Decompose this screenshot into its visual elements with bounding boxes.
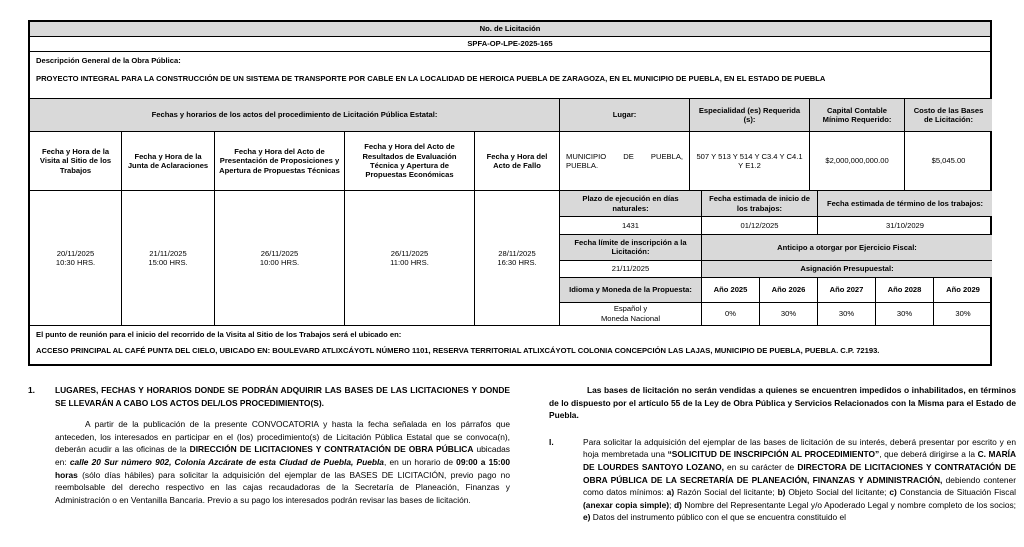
evento-resultados [345, 191, 475, 325]
header-band-table [30, 99, 992, 191]
texto: en su carácter de [723, 462, 798, 473]
eventos-table [30, 191, 560, 325]
no-licitacion-header: No. de Licitación [30, 22, 990, 37]
reunion-cell [30, 326, 990, 364]
especialidad-valor: 507 Y 513 Y 514 Y C3.4 Y C4.1 Y E1.2 [690, 132, 810, 191]
anio-pct: 0% [702, 303, 760, 325]
capital-valor: $2,000,000,000.00 [810, 132, 905, 191]
evento-hora: 15:00 HRS. [148, 258, 188, 267]
costo-valor: $5,045.00 [905, 132, 992, 191]
texto: Objeto Social del licitante; [785, 487, 890, 498]
numeral-romano-I: I. [549, 436, 554, 447]
evento-fecha: 21/11/2025 [149, 248, 187, 258]
texto-inciso: e) [583, 512, 591, 523]
evento-fecha: 20/11/2025 [56, 248, 95, 258]
texto: , en un horario de [383, 457, 457, 468]
evento-presentacion [215, 191, 345, 325]
anio-header: Año 2025 [702, 278, 760, 302]
texto-solicitud: “SOLICITUD DE INSCRIPCIÓN AL PROCEDIMIENTO” [667, 449, 880, 460]
anio-header: Año 2029 [934, 278, 992, 302]
evento-fecha: 26/11/2025 [260, 248, 299, 258]
texto-anexar: (anexar copia simple) [583, 499, 670, 510]
evento-fecha: 28/11/2025 [498, 248, 536, 258]
plazo-valor: 1431 [560, 217, 702, 234]
evento-fallo [475, 191, 560, 325]
fechas-actos-header: Fechas y horarios de los actos del procedimiento de Licitación Pública Estatal: [30, 99, 560, 132]
plazo-header: Plazo de ejecución en días naturales: [560, 191, 702, 217]
numeral-1: 1. [28, 385, 35, 395]
termino-valor: 31/10/2029 [818, 217, 992, 234]
evento-fecha: 26/11/2025 [390, 248, 429, 258]
texto: Datos del instrumento público con el que se encuentra constituido el [590, 512, 847, 523]
anio-pct: 30% [876, 303, 934, 325]
plazos-table [560, 191, 992, 325]
texto: Constancia de Situación Fiscal [896, 487, 1016, 498]
especialidad-header: Especialidad (es) Requerida (s): [690, 99, 810, 132]
asignacion-header: Asignación Presupuestal: [702, 261, 992, 278]
licitacion-number: SPFA-OP-LPE-2025-165 [30, 37, 990, 52]
texto: Nombre del Representante Legal y/o Apoderado Legal y nombre completo de los socios; [681, 499, 1017, 510]
subheader-visita: Fecha y Hora de la Visita al Sitio de los Trabajos [30, 132, 122, 191]
anio-pct: 30% [760, 303, 818, 325]
subheader-presentacion: Fecha y Hora del Acto de Presentación de Proposiciones y Apertura de Propuestas Técnicas [215, 132, 345, 191]
texto-domicilio: calle 20 Sur número 902, Colonia Azcárate de esta Ciudad de Puebla, Puebla [69, 457, 384, 468]
texto: ; [669, 499, 674, 510]
section-fechas-detalle [30, 191, 990, 325]
anio-pct: 30% [955, 309, 971, 319]
parrafo-solicitud-inscripcion [583, 436, 1016, 524]
texto-inciso: d) [673, 499, 682, 510]
evento-hora: 16:30 HRS. [497, 258, 537, 267]
idioma-header: Idioma y Moneda de la Propuesta: [560, 278, 702, 302]
texto: debiendo contener como datos mínimos: [583, 474, 1016, 498]
idioma-valor-linea: Español y [613, 304, 648, 314]
lugar-valor: MUNICIPIO DE PUEBLA, PUEBLA. [560, 132, 690, 191]
obra-descripcion-texto: PROYECTO INTEGRAL PARA LA CONSTRUCCIÓN DE UN SISTEMA DE TRANSPORTE POR CABLE EN LA LOCALIDAD DE HEROICA PUEBLA DE ZARAGOZA, EN EL MUNICIPIO DE PUEBLA, EN EL ESTADO DE PUEBLA [36, 74, 826, 84]
texto-inciso: a) [666, 487, 675, 498]
texto-horario: 09:00 a 15:00 horas [55, 457, 510, 480]
obra-descripcion-cell [30, 52, 990, 99]
texto-inciso: c) [889, 487, 897, 498]
obra-descripcion-label: Descripción General de la Obra Pública: [36, 56, 181, 65]
titulo-seccion-1: LUGARES, FECHAS Y HORARIOS DONDE SE PODRÁN ADQUIRIR LAS BASES DE LAS LICITACIONES Y DONDE SE LLEVARÁN A CABO LOS ACTOS DEL/LOS PROCEDIMIENTO(S). [55, 385, 510, 408]
inicio-header: Fecha estimada de inicio de los trabajos: [702, 191, 818, 217]
subheader-fallo: Fecha y Hora del Acto de Fallo [475, 132, 560, 191]
top-table [30, 22, 990, 99]
inicio-valor: 01/12/2025 [702, 217, 818, 234]
subheader-resultados: Fecha y Hora del Acto de Resultados de Evaluación Técnica y Apertura de Propuestas Económicas [345, 132, 475, 191]
fecha-limite-header: Fecha límite de inscripción a la Licitación: [560, 235, 702, 261]
evento-junta [122, 191, 215, 325]
reunion-linea2: ACCESO PRINCIPAL AL CAFÉ PUNTA DEL CIELO, UBICADO EN: BOULEVARD ATLIXCÁYOTL NÚMERO 1101, RESERVA TERRITORIAL ATLIXCÁYOTL COLONIA CONCEPCIÓN LAS LAJAS, MUNICIPIO DE PUEBLA, PUEBLA. C.P. 72193. [36, 346, 880, 356]
anio-header: Año 2026 [760, 278, 818, 302]
columna-derecha [549, 384, 1016, 524]
parrafo-bases-no-vendidas: Las bases de licitación no serán vendidas a quienes se encuentren impedidos o inhabilitados, en términos de lo dispuesto por el artículo 55 de la Ley de Obra Pública y Servicios Relacionados con la Misma para el Estado de Puebla. [549, 385, 1016, 421]
evento-hora: 10:00 HRS. [259, 258, 300, 267]
texto-inciso: b) [777, 487, 786, 498]
texto-direccion: DIRECCIÓN DE LICITACIONES Y CONTRATACIÓN DE OBRA PÚBLICA [189, 444, 474, 455]
reunion-table [30, 325, 990, 364]
lugar-header: Lugar: [560, 99, 690, 132]
capital-header: Capital Contable Mínimo Requerido: [810, 99, 905, 132]
parrafo-adquisicion-bases [55, 418, 510, 506]
texto: Razón Social del licitante; [674, 487, 778, 498]
columna-izquierda [28, 384, 510, 506]
fecha-limite-valor: 21/11/2025 [560, 261, 702, 278]
anticipo-header: Anticipo a otorgar por Ejercicio Fiscal: [702, 235, 992, 261]
texto: A partir de la publicación de la presente CONVOCATORIA y hasta la fecha señalada en los párrafos que anteceden, los interesados en participar en el (los) procedimiento(s) de Licitación Pública Estatal que se convoca(n), deberán acudir a las oficinas de la [55, 419, 510, 455]
texto: , que deberá dirigirse a la [879, 449, 978, 460]
texto: (sólo días hábiles) para solicitar la adquisición del ejemplar de las BASES DE LICITACIÓN, previo pago no reembolsable del derecho respectivo en las cajas recaudadoras de la Secretaría de Planeación, Finanzas y Administración o en Ventanilla Bancaria. Previo a su pago los interesados podrán revisar las bases de licitación. [55, 469, 510, 505]
anio-header: Año 2027 [818, 278, 876, 302]
licitacion-table [28, 20, 992, 366]
anio-header: Año 2028 [876, 278, 934, 302]
texto-directora-cargo: DIRECTORA DE LICITACIONES Y CONTRATACIÓN DE OBRA PÚBLICA DE LA SECRETARÍA DE PLANEACIÓN, FINANZAS Y ADMINISTRACIÓN, [583, 462, 1016, 485]
costo-header: Costo de las Bases de Licitación: [905, 99, 992, 132]
evento-hora: 10:30 HRS. [55, 258, 96, 267]
evento-visita [30, 191, 122, 325]
texto-directora-nombre: C. MARÍA DE LOURDES SANTOYO LOZANO, [583, 449, 1016, 473]
subheader-junta: Fecha y Hora de la Junta de Aclaraciones [122, 132, 215, 191]
evento-hora: 11:00 HRS. [390, 258, 429, 267]
idioma-valor [560, 303, 702, 325]
termino-header: Fecha estimada de término de los trabajos: [818, 191, 992, 217]
texto: ubicadas en: [55, 444, 510, 468]
idioma-valor-linea: Moneda Nacional [600, 313, 661, 323]
texto: Para solicitar la adquisición del ejemplar de las bases de licitación de su interés, deberá presentar por escrito y en hoja membretada una [583, 436, 1016, 460]
anio-pct: 30% [818, 303, 876, 325]
reunion-linea1: El punto de reunión para el inicio del recorrido de la Visita al Sitio de los Trabajos será el ubicado en: [36, 330, 402, 339]
